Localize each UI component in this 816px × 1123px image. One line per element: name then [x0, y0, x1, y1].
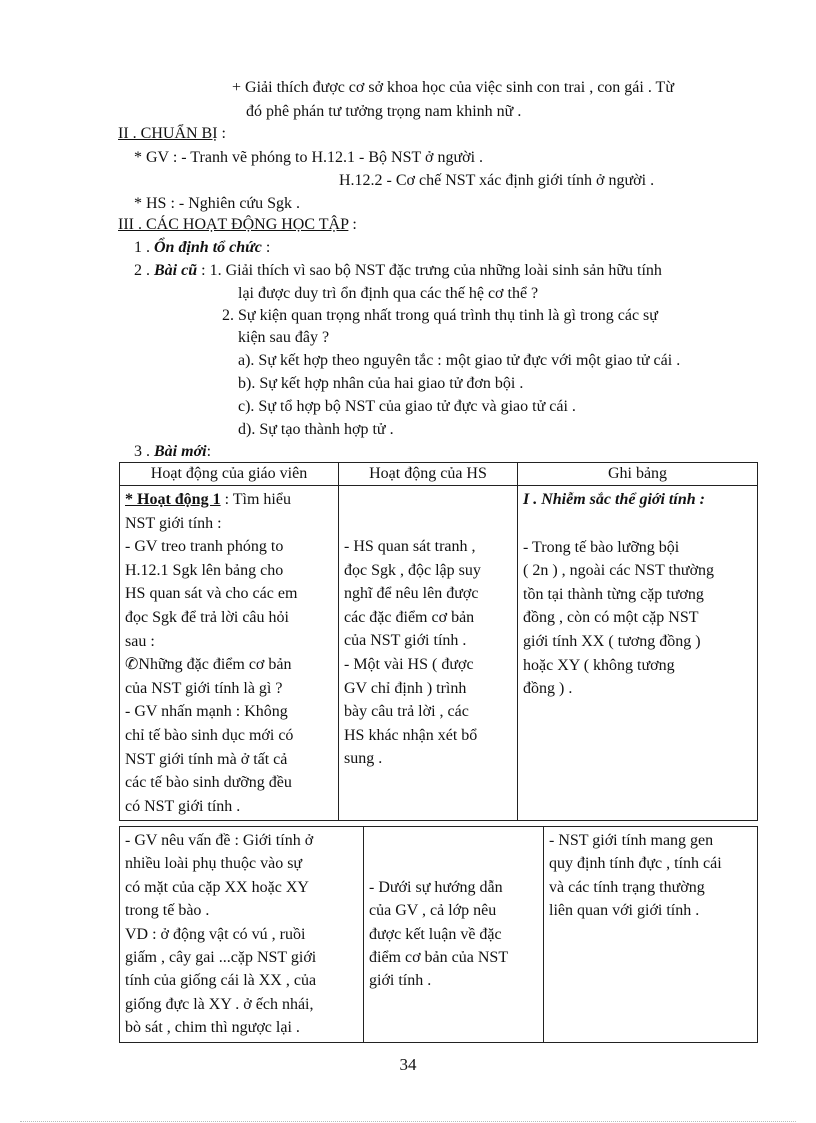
item-3: [134, 442, 211, 462]
spacer: [523, 512, 752, 536]
student-line: - Một vài HS ( được: [344, 655, 474, 673]
board-cell: [544, 827, 758, 1043]
spacer: [344, 488, 512, 535]
teacher-cell: [120, 827, 364, 1043]
item-1: [134, 238, 270, 258]
teacher-line: có mặt của cặp XX hoặc XY: [125, 878, 309, 896]
teacher-line-text: : Tìm hiểu: [220, 491, 291, 508]
teacher-line: tính của giống cái là XX , của: [125, 972, 317, 990]
teacher-line: có NST giới tính .: [125, 797, 241, 815]
teacher-line: giấm , cây gai ...cặp NST giới: [125, 949, 317, 967]
teacher-line: H.12.1 Sgk lên bảng cho: [125, 561, 284, 579]
student-line: các đặc điểm cơ bản: [344, 608, 475, 626]
question-1-line-2: lại được duy trì ổn định qua các thế hệ cơ thể ?: [238, 285, 539, 302]
teacher-line: trong tế bào .: [125, 902, 210, 920]
student-line: HS khác nhận xét bổ: [344, 726, 478, 744]
option-a: a). Sự kết hợp theo nguyên tắc : một giao tử đực với một giao tử cái .: [238, 352, 681, 369]
student-cell: [364, 827, 544, 1043]
board-line: hoặc XY ( không tương: [523, 656, 675, 674]
board-cell: [518, 486, 758, 821]
teacher-line: của NST giới tính là gì ?: [125, 679, 283, 697]
section-3-heading: [118, 215, 357, 235]
question-2-line-2: kiện sau đây ?: [238, 329, 330, 346]
board-line: ( 2n ) , ngoài các NST thường: [523, 562, 715, 580]
item-3-suffix: :: [206, 443, 212, 460]
header-board: Ghi bảng: [518, 463, 758, 486]
student-line: đọc Sgk , độc lập suy: [344, 561, 481, 579]
student-line: nghĩ để nêu lên được: [344, 585, 479, 603]
intro-line-2: đó phê phán tư tưởng trọng nam khinh nữ .: [246, 103, 522, 120]
teacher-line: sau :: [125, 632, 155, 650]
item-2-prefix: 2 .: [134, 262, 154, 279]
footer-divider: [20, 1121, 796, 1122]
board-line: và các tính trạng thường: [549, 878, 705, 896]
student-line: của NST giới tính .: [344, 632, 467, 650]
student-cell: [339, 486, 518, 821]
header-student: Hoạt động của HS: [339, 463, 518, 486]
item-1-title: Ổn định tổ chức: [154, 239, 262, 256]
teacher-line: - GV nêu vấn đề : Giới tính ở: [125, 832, 314, 849]
student-line: được kết luận về đặc: [369, 925, 502, 943]
teacher-cell: [120, 486, 339, 821]
student-line: - Dưới sự hướng dẫn: [369, 878, 503, 896]
board-line: quy định tính đực , tính cái: [549, 855, 722, 873]
teacher-line: đọc Sgk để trả lời câu hỏi: [125, 608, 289, 626]
teacher-line: ✆Những đặc điểm cơ bản: [125, 656, 292, 674]
student-line: của GV , cả lớp nêu: [369, 902, 497, 920]
student-line: bày câu trả lời , các: [344, 703, 469, 721]
board-line: tồn tại thành từng cặp tương: [523, 585, 704, 603]
section-2-heading: [118, 124, 226, 144]
teacher-line: NST giới tính mà ở tất cả: [125, 750, 288, 768]
header-teacher: Hoạt động của giáo viên: [120, 463, 339, 486]
teacher-line: chỉ tế bào sinh dục mới có: [125, 726, 294, 744]
section-2-heading-text: II . CHUẨN BỊ: [118, 125, 218, 142]
teacher-line: - GV treo tranh phóng to: [125, 538, 284, 556]
option-c: c). Sự tổ hợp bộ NST của giao tử đực và giao tử cái .: [238, 398, 576, 415]
student-line: giới tính .: [369, 972, 432, 990]
teacher-line: HS quan sát và cho các em: [125, 585, 298, 603]
activity-1-label: * Hoạt động 1: [125, 491, 221, 508]
board-line: đồng , còn có một cặp NST: [523, 609, 699, 627]
student-line: điểm cơ bản của NST: [369, 949, 509, 967]
item-1-suffix: :: [261, 239, 271, 256]
student-line: GV chỉ định ) trình: [344, 679, 467, 697]
teacher-line: [125, 488, 333, 512]
teacher-line: VD : ở động vật có vú , ruồi: [125, 925, 306, 943]
teacher-line: nhiều loài phụ thuộc vào sự: [125, 855, 303, 873]
gv-prep-line-2: H.12.2 - Cơ chế NST xác định giới tính ở người .: [339, 172, 655, 189]
gv-prep-line-1: * GV : - Tranh vẽ phóng to H.12.1 - Bộ NST ở người .: [134, 149, 484, 166]
section-2-heading-suffix: :: [217, 125, 226, 142]
board-title: I . Nhiễm sắc thể giới tính :: [523, 491, 705, 508]
teacher-line: giống đực là XY . ở ếch nhái,: [125, 995, 314, 1013]
board-line: - NST giới tính mang gen: [549, 832, 714, 849]
option-d: d). Sự tạo thành hợp tử .: [238, 421, 394, 438]
teacher-line: các tế bào sinh dưỡng đều: [125, 774, 292, 792]
item-2-title: Bài cũ: [154, 262, 198, 279]
teacher-line: NST giới tính :: [125, 514, 222, 532]
section-3-heading-text: III . CÁC HOẠT ĐỘNG HỌC TẬP: [118, 216, 349, 233]
item-1-prefix: 1 .: [134, 239, 154, 256]
page-number: 34: [399, 1055, 417, 1074]
board-line: liên quan với giới tính .: [549, 902, 700, 920]
hs-prep-line: * HS : - Nghiên cứu Sgk .: [134, 195, 300, 212]
student-line: sung .: [344, 750, 383, 768]
item-2: [134, 261, 662, 281]
question-2-line-1: 2. Sự kiện quan trọng nhất trong quá trình thụ tinh là gì trong các sự: [222, 307, 658, 324]
intro-line-1: + Giải thích được cơ sở khoa học của việc sinh con trai , con gái . Từ: [232, 79, 674, 96]
board-line: giới tính XX ( tương đồng ): [523, 632, 701, 650]
section-3-heading-suffix: :: [348, 216, 357, 233]
board-line: - Trong tế bào lưỡng bội: [523, 538, 680, 556]
board-line: đồng ) .: [523, 680, 573, 698]
teacher-line: - GV nhấn mạnh : Không: [125, 703, 288, 721]
lesson-table-2: [119, 826, 758, 1043]
item-3-title: Bài mới: [154, 443, 207, 460]
lesson-table-1: [119, 462, 758, 821]
teacher-line: bò sát , chim thì ngược lại .: [125, 1019, 300, 1037]
option-b: b). Sự kết hợp nhân của hai giao tử đơn bội .: [238, 375, 524, 392]
student-line: - HS quan sát tranh ,: [344, 538, 476, 555]
question-1-line-1: : 1. Giải thích vì sao bộ NST đặc trưng của những loài sinh sản hữu tính: [197, 262, 662, 279]
item-3-prefix: 3 .: [134, 443, 154, 460]
